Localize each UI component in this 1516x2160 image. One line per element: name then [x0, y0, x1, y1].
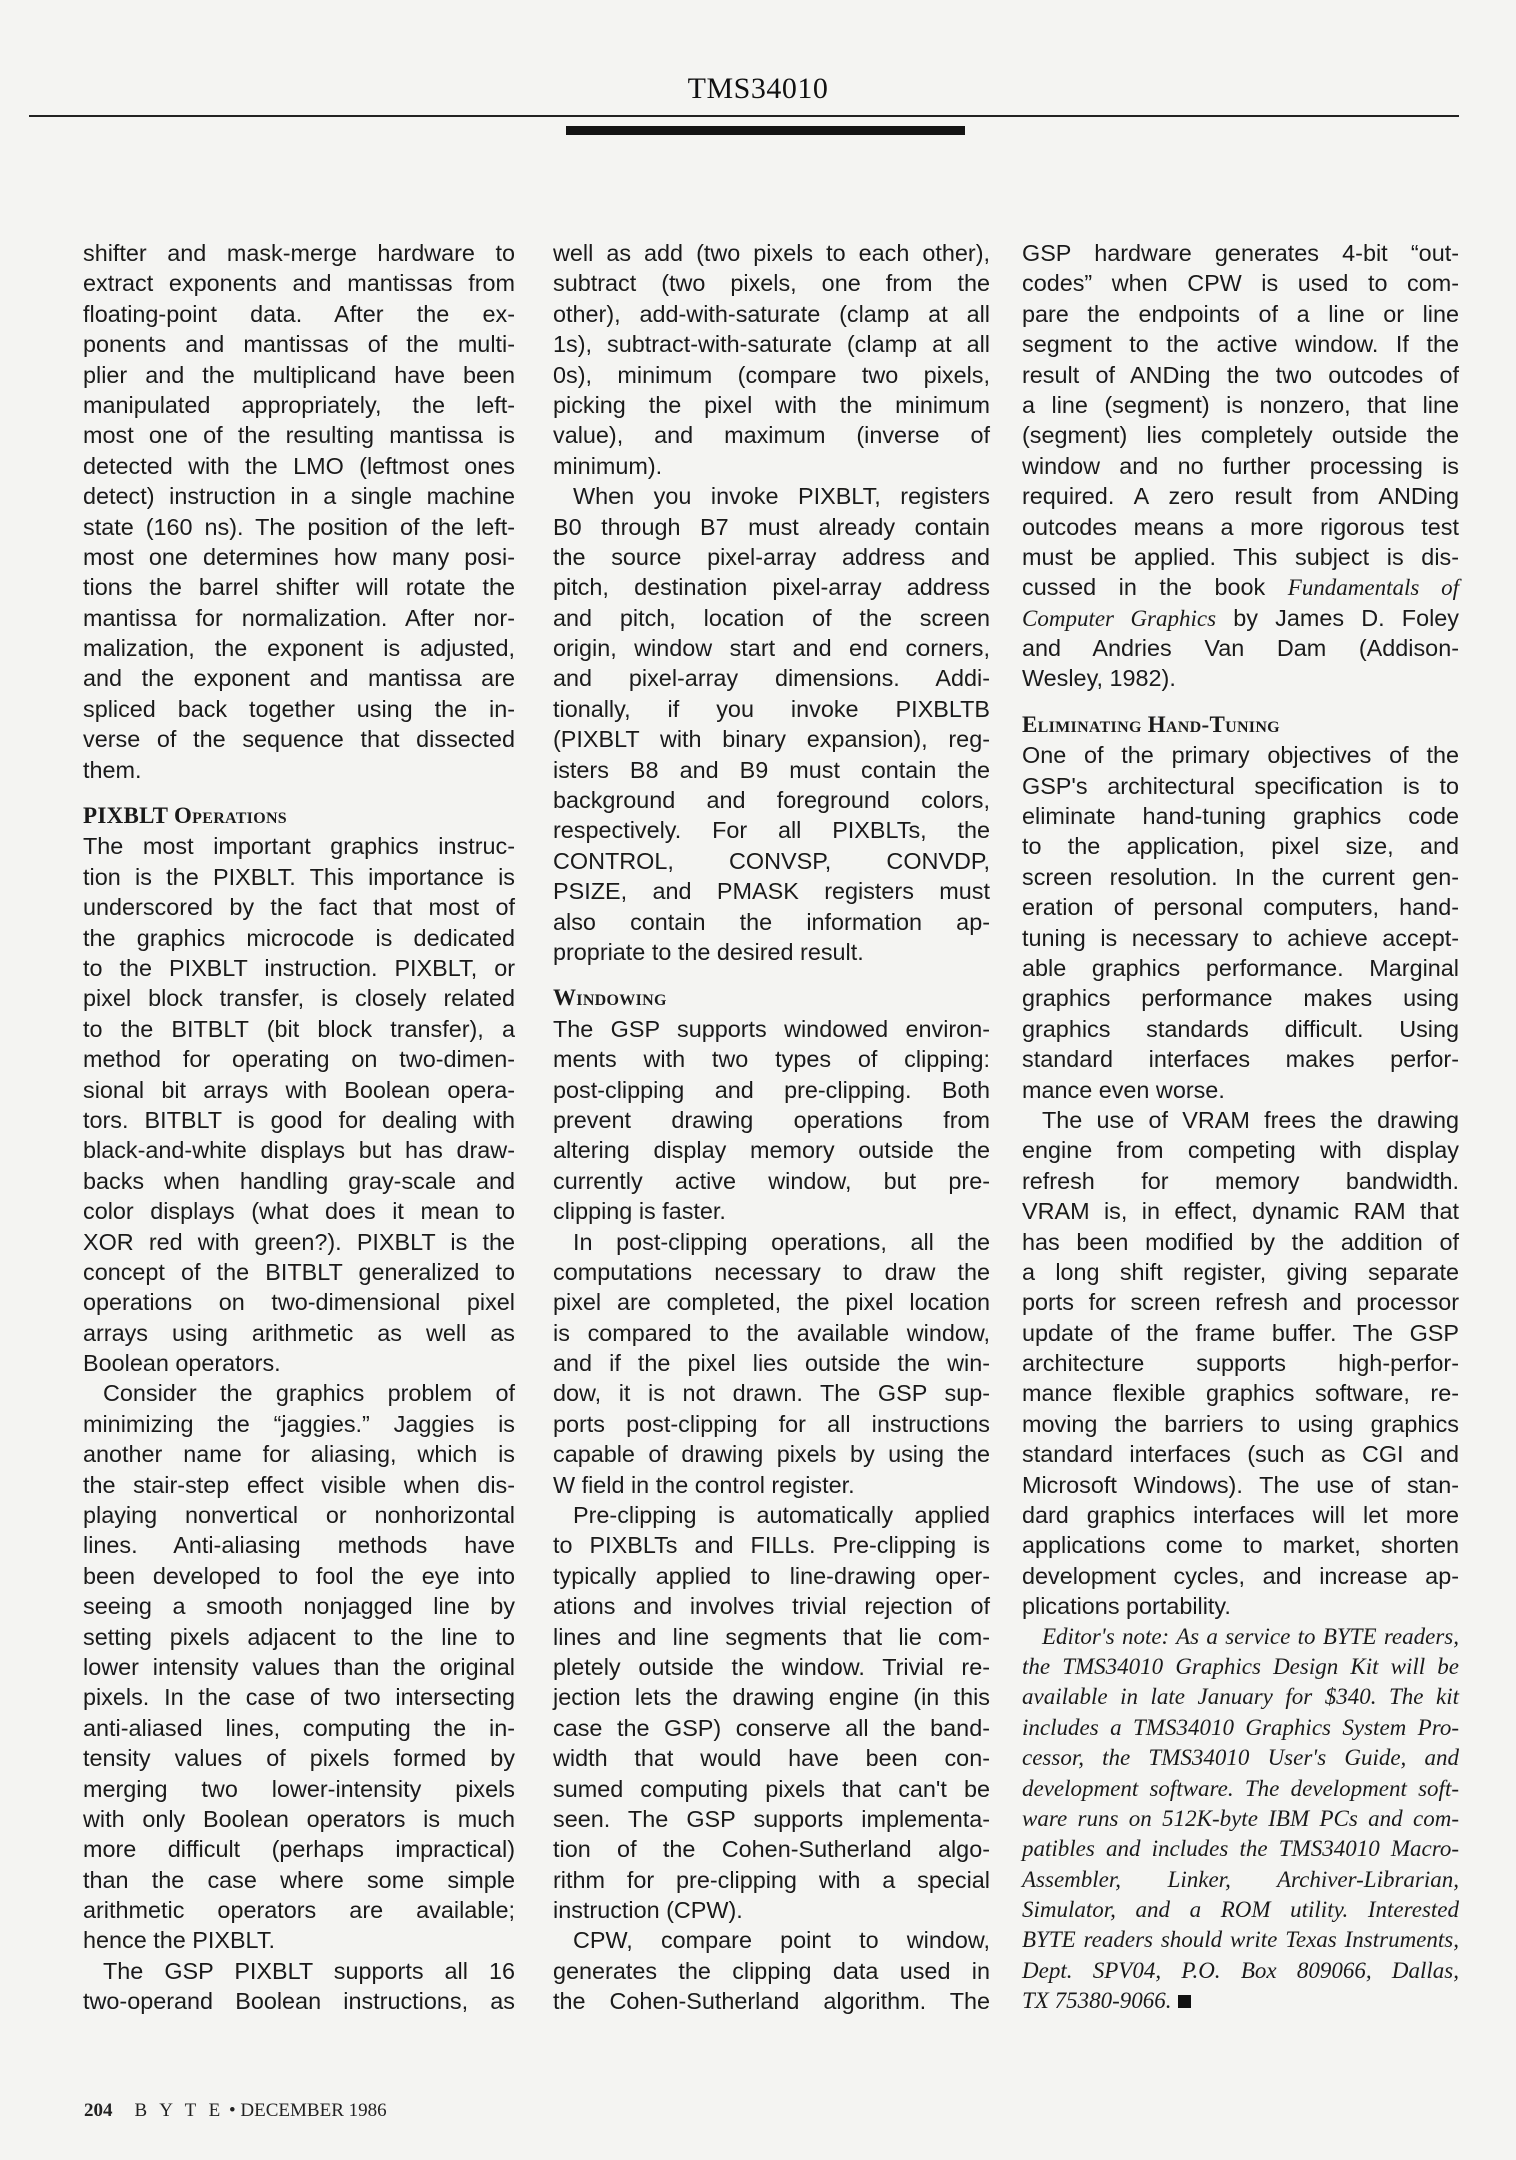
text-line: The GSP supports windowed environ-: [553, 1015, 990, 1042]
text-line: with only Boolean operators is much: [83, 1805, 515, 1832]
paragraph: [553, 1014, 990, 1227]
issue-date: DECEMBER 1986: [240, 2100, 387, 2121]
section-heading-windowing: Windowing: [553, 985, 667, 1011]
text-line: CONTROL, CONVSP, CONVDP,: [553, 847, 990, 874]
text-line: dow, it is not drawn. The GSP sup-: [553, 1380, 990, 1407]
text-line: VRAM is, in effect, dynamic RAM that: [1022, 1198, 1459, 1225]
paragraph: [83, 1378, 515, 1955]
text-line: and pixel-array dimensions. Addi-: [553, 665, 990, 692]
paragraph: [1022, 740, 1459, 1105]
text-line: codes” when CPW is used to com-: [1022, 270, 1459, 297]
text-line: plier and the multiplicand have been: [83, 361, 515, 388]
text-line: floating-point data. After the ex-: [83, 300, 515, 327]
text-line: 0s), minimum (compare two pixels,: [553, 361, 990, 388]
text: cussed in the book: [1022, 574, 1288, 601]
book-title: Fundamentals of: [1287, 575, 1459, 601]
text-line: tensity values of pixels formed by: [83, 1745, 515, 1772]
text-line: to PIXBLTs and FILLs. Pre-clipping is: [553, 1532, 990, 1559]
text-line: color displays (what does it mean to: [83, 1198, 515, 1225]
page-footer: [84, 2100, 387, 2122]
text-line: ponents and mantissas of the multi-: [83, 331, 515, 358]
text-line: BYTE readers should write Texas Instruments,: [1022, 1927, 1459, 1953]
text-line: detect) instruction in a single machine: [83, 483, 515, 510]
text-line: extract exponents and mantissas from: [83, 270, 515, 297]
text-line: tion of the Cohen-Sutherland algo-: [553, 1836, 990, 1863]
text-line: lines and line segments that lie com-: [553, 1623, 990, 1650]
text-line: CPW, compare point to window,: [573, 1927, 990, 1954]
text-line: pitch, destination pixel-array address: [553, 574, 990, 601]
text-line: instruction (CPW).: [553, 1897, 743, 1924]
text-line: 1s), subtract-with-saturate (clamp at all: [553, 331, 990, 358]
text-line: background and foreground colors,: [553, 787, 990, 814]
text-line: method for operating on two-dimen-: [83, 1046, 515, 1073]
text-line: value), and maximum (inverse of: [553, 422, 990, 449]
text-line: Assembler, Linker, Archiver-Librarian,: [1022, 1866, 1459, 1892]
text-line: graphics standards difficult. Using: [1022, 1015, 1459, 1042]
text-line: width that would have been con-: [553, 1745, 990, 1772]
text-line: typically applied to line-drawing oper-: [553, 1562, 990, 1589]
text-line: and if the pixel lies outside the win-: [553, 1350, 990, 1377]
text-line: verse of the sequence that dissected: [83, 726, 515, 753]
text-line: manipulated appropriately, the left-: [83, 391, 515, 418]
separator-bullet: •: [229, 2100, 236, 2121]
text-line: PSIZE, and PMASK registers must: [553, 878, 990, 905]
text-line: XOR red with green?). PIXBLT is the: [83, 1228, 515, 1255]
text-line: Dept. SPV04, P.O. Box 809066, Dallas,: [1022, 1957, 1459, 1983]
text-line: The most important graphics instruc-: [83, 833, 515, 860]
text-line: other), add-with-saturate (clamp at all: [553, 300, 990, 327]
text-line: prevent drawing operations from: [553, 1106, 990, 1133]
text-line: seen. The GSP supports implementa-: [553, 1805, 990, 1832]
text-line: the Cohen-Sutherland algorithm. The: [553, 1988, 990, 2015]
text-line: W field in the control register.: [553, 1471, 855, 1498]
text-line: tors. BITBLT is good for dealing with: [83, 1106, 515, 1133]
text-line: eliminate hand-tuning graphics code: [1022, 803, 1459, 830]
text-line: more difficult (perhaps impractical): [83, 1836, 515, 1863]
text-line: applications come to market, shorten: [1022, 1532, 1459, 1559]
text-line: lines. Anti-aliasing methods have: [83, 1532, 515, 1559]
text-line: them.: [83, 756, 142, 783]
text-line: ports post-clipping for all instructions: [553, 1410, 990, 1437]
text-line: seeing a smooth nonjagged line by: [83, 1593, 515, 1620]
text-line: pixels. In the case of two intersecting: [83, 1684, 515, 1711]
text-line: pixel block transfer, is closely related: [83, 985, 515, 1012]
text-line: playing nonvertical or nonhorizontal: [83, 1502, 515, 1529]
text-line: the TMS34010 Graphics Design Kit will be: [1022, 1653, 1459, 1679]
text-line: case the GSP) conserve all the band-: [553, 1714, 990, 1741]
text-line: must be applied. This subject is dis-: [1022, 543, 1459, 570]
text-line: backs when handling gray-scale and: [83, 1167, 515, 1194]
text-line: capable of drawing pixels by using the: [553, 1441, 990, 1468]
text-line: development software. The development soft-: [1022, 1775, 1459, 1801]
text-line: able graphics performance. Marginal: [1022, 954, 1459, 981]
text-line: underscored by the fact that most of: [83, 894, 515, 921]
end-of-article-square-icon: [1178, 1995, 1191, 2008]
text-line: and the exponent and mantissa are: [83, 665, 515, 692]
text-line: well as add (two pixels to each other),: [553, 240, 990, 266]
text-line: tuning is necessary to achieve accept-: [1022, 924, 1459, 951]
magazine-name: B Y T E: [134, 2100, 225, 2121]
text-line: operations on two-dimensional pixel: [83, 1289, 515, 1316]
text-line: minimum).: [553, 452, 663, 479]
text-line: engine from competing with display: [1022, 1137, 1459, 1164]
text-line: altering display memory outside the: [553, 1137, 990, 1164]
text-line: update of the frame buffer. The GSP: [1022, 1319, 1459, 1346]
paragraph: [553, 1227, 990, 1501]
text-line: post-clipping and pre-clipping. Both: [553, 1076, 990, 1103]
text-line: GSP's architectural specification is to: [1022, 772, 1459, 799]
text-line: window and no further processing is: [1022, 452, 1459, 479]
text-line: state (160 ns). The position of the left-: [83, 513, 515, 540]
header-rule-thick: [566, 126, 965, 135]
text-line: ments with two types of clipping:: [553, 1046, 990, 1073]
text-line: standard interfaces (such as CGI and: [1022, 1441, 1459, 1468]
text-line: minimizing the “jaggies.” Jaggies is: [83, 1410, 515, 1437]
text-line: B0 through B7 must already contain: [553, 513, 990, 540]
text-line: mance flexible graphics software, re-: [1022, 1380, 1459, 1407]
text-line: a line (segment) is nonzero, that line: [1022, 391, 1459, 418]
text-line: The GSP PIXBLT supports all 16: [103, 1957, 515, 1984]
text-line: ations and involves trivial rejection of: [553, 1593, 990, 1620]
text-line: subtract (two pixels, one from the: [553, 270, 990, 297]
text-line: (segment) lies completely outside the: [1022, 422, 1459, 449]
text-line: mantissa for normalization. After nor-: [83, 604, 515, 631]
section-heading-eliminating-hand-tuning: Eliminating Hand-Tuning: [1022, 711, 1280, 737]
text-line: cessor, the TMS34010 User's Guide, and: [1022, 1745, 1459, 1771]
text-line: rithm for pre-clipping with a special: [553, 1866, 990, 1893]
text-line: computations necessary to draw the: [553, 1258, 990, 1285]
page-number: 204: [84, 2100, 113, 2121]
column-3: [1022, 238, 1459, 2017]
text-line: lower intensity values than the original: [83, 1653, 515, 1680]
text-line: One of the primary objectives of the: [1022, 742, 1459, 769]
text-line: the source pixel-array address and: [553, 543, 990, 570]
text-line: most one determines how many posi-: [83, 543, 515, 570]
text-line: refresh for memory bandwidth.: [1022, 1167, 1459, 1194]
text-line: has been modified by the addition of: [1022, 1228, 1459, 1255]
text-line: eration of personal computers, hand-: [1022, 894, 1459, 921]
text-line: the stair-step effect visible when dis-: [83, 1471, 515, 1498]
text-line: Simulator, and a ROM utility. Interested: [1022, 1897, 1459, 1923]
text-line: includes a TMS34010 Graphics System Pro-: [1022, 1714, 1459, 1740]
text-line: spliced back together using the in-: [83, 695, 515, 722]
text-line: (PIXBLT with binary expansion), reg-: [553, 726, 990, 753]
text-line: a long shift register, giving separate: [1022, 1258, 1459, 1285]
text-line: pare the endpoints of a line or line: [1022, 300, 1459, 327]
text-line: origin, window start and end corners,: [553, 635, 990, 662]
text-line: TX 75380-9066.: [1022, 1986, 1459, 2016]
text-line: the graphics microcode is dedicated: [83, 924, 515, 951]
text-line: tionally, if you invoke PIXBLTB: [553, 695, 990, 722]
text-line: to the BITBLT (bit block transfer), a: [83, 1015, 515, 1042]
text-line: to the application, pixel size, and: [1022, 833, 1459, 860]
editors-note: [1022, 1622, 1459, 2017]
text-line: most one of the resulting mantissa is: [83, 422, 515, 449]
paragraph: [553, 481, 990, 967]
text-line: ware runs on 512K-byte IBM PCs and com-: [1022, 1805, 1459, 1831]
text-line: concept of the BITBLT generalized to: [83, 1258, 515, 1285]
paragraph: [1022, 633, 1459, 694]
text-line: When you invoke PIXBLT, registers: [573, 483, 990, 510]
text-line: mance even worse.: [1022, 1076, 1225, 1103]
paragraph: [83, 1956, 515, 2017]
text-line: another name for aliasing, which is: [83, 1441, 515, 1468]
text-line: result of ANDing the two outcodes of: [1022, 361, 1459, 388]
text-line: tions the barrel shifter will rotate the: [83, 574, 515, 601]
text-line: respectively. For all PIXBLTs, the: [553, 817, 990, 844]
book-title: Computer Graphics: [1022, 605, 1217, 631]
text-line: arrays using arithmetic as well as: [83, 1319, 515, 1346]
text-line: setting pixels adjacent to the line to: [83, 1623, 515, 1650]
section-heading-pixblt-operations: PIXBLT Operations: [83, 803, 288, 829]
text-line: pixel are completed, the pixel location: [553, 1289, 990, 1316]
text-line: two-operand Boolean instructions, as: [83, 1988, 515, 2015]
paragraph: [1022, 1105, 1459, 1622]
text-line: Consider the graphics problem of: [103, 1380, 515, 1407]
text-line: standard interfaces makes perfor-: [1022, 1046, 1459, 1073]
text-line: arithmetic operators are available;: [83, 1897, 515, 1924]
paragraph: [553, 1925, 990, 2016]
text-line: to the PIXBLT instruction. PIXBLT, or: [83, 954, 515, 981]
paragraph: [83, 238, 515, 785]
text-line: Pre-clipping is automatically applied: [573, 1502, 990, 1529]
paragraph: [83, 831, 515, 1378]
text-line: sumed computing pixels that can't be: [553, 1775, 990, 1802]
text-line: moving the barriers to using graphics: [1022, 1410, 1459, 1437]
text-line: Microsoft Windows). The use of stan-: [1022, 1471, 1459, 1498]
text-line: architecture supports high-perfor-: [1022, 1350, 1459, 1377]
text-line: screen resolution. In the current gen-: [1022, 863, 1459, 890]
text-line: and Andries Van Dam (Addison-: [1022, 635, 1459, 662]
text-line: dard graphics interfaces will let more: [1022, 1502, 1459, 1529]
text-line: development cycles, and increase ap-: [1022, 1562, 1459, 1589]
text-line: sional bit arrays with Boolean opera-: [83, 1076, 515, 1103]
paragraph: [1022, 238, 1459, 572]
text-line: Boolean operators.: [83, 1350, 281, 1377]
text-line: picking the pixel with the minimum: [553, 391, 990, 418]
text-line: pletely outside the window. Trivial re-: [553, 1653, 990, 1680]
column-2: [553, 238, 990, 2017]
paragraph: [553, 238, 990, 481]
text-line: available in late January for $340. The kit: [1022, 1684, 1459, 1710]
column-1: [83, 238, 515, 2017]
text-line: malization, the exponent is adjusted,: [83, 635, 515, 662]
text-line: Editor's note: As a service to BYTE readers,: [1042, 1623, 1459, 1649]
text-line: patibles and includes the TMS34010 Macro-: [1022, 1836, 1459, 1862]
text-line: required. A zero result from ANDing: [1022, 483, 1459, 510]
text-line: hence the PIXBLT.: [83, 1927, 276, 1954]
text-line: generates the clipping data used in: [553, 1957, 990, 1984]
book-citation-line-2: [1022, 603, 1459, 633]
text-line: outcodes means a more rigorous test: [1022, 513, 1459, 540]
text-line: segment to the active window. If the: [1022, 331, 1459, 358]
text-line: graphics performance makes using: [1022, 985, 1459, 1012]
text-line: isters B8 and B9 must contain the: [553, 756, 990, 783]
text-line: The use of VRAM frees the drawing: [1042, 1106, 1459, 1133]
text-line: tion is the PIXBLT. This importance is: [83, 863, 515, 890]
text-line: GSP hardware generates 4-bit “out-: [1022, 240, 1459, 266]
text-line: clipping is faster.: [553, 1198, 726, 1225]
text-line: shifter and mask-merge hardware to: [83, 240, 515, 266]
text-line: merging two lower-intensity pixels: [83, 1775, 515, 1802]
text-line: also contain the information ap-: [553, 908, 990, 935]
text-line: jection lets the drawing engine (in this: [553, 1684, 990, 1711]
text-line: currently active window, but pre-: [553, 1167, 990, 1194]
text-line: propriate to the desired result.: [553, 938, 864, 965]
running-head: TMS34010: [687, 72, 829, 105]
text-line: and pitch, location of the screen: [553, 604, 990, 631]
text-line: plications portability.: [1022, 1593, 1231, 1620]
header-rule-thin: [29, 115, 1459, 117]
text-line: In post-clipping operations, all the: [573, 1228, 990, 1255]
text-line: been developed to fool the eye into: [83, 1562, 515, 1589]
text-line: detected with the LMO (leftmost ones: [83, 452, 515, 479]
text-line: anti-aliased lines, computing the in-: [83, 1714, 515, 1741]
text: by James D. Foley: [1216, 604, 1459, 631]
paragraph: [553, 1500, 990, 1925]
text-line: than the case where some simple: [83, 1866, 515, 1893]
text-line: is compared to the available window,: [553, 1319, 990, 1346]
text-line: black-and-white displays but has draw-: [83, 1137, 515, 1164]
book-citation-line-1: [1022, 572, 1459, 602]
text-line: Wesley, 1982).: [1022, 665, 1176, 692]
text-line: ports for screen refresh and processor: [1022, 1289, 1459, 1316]
